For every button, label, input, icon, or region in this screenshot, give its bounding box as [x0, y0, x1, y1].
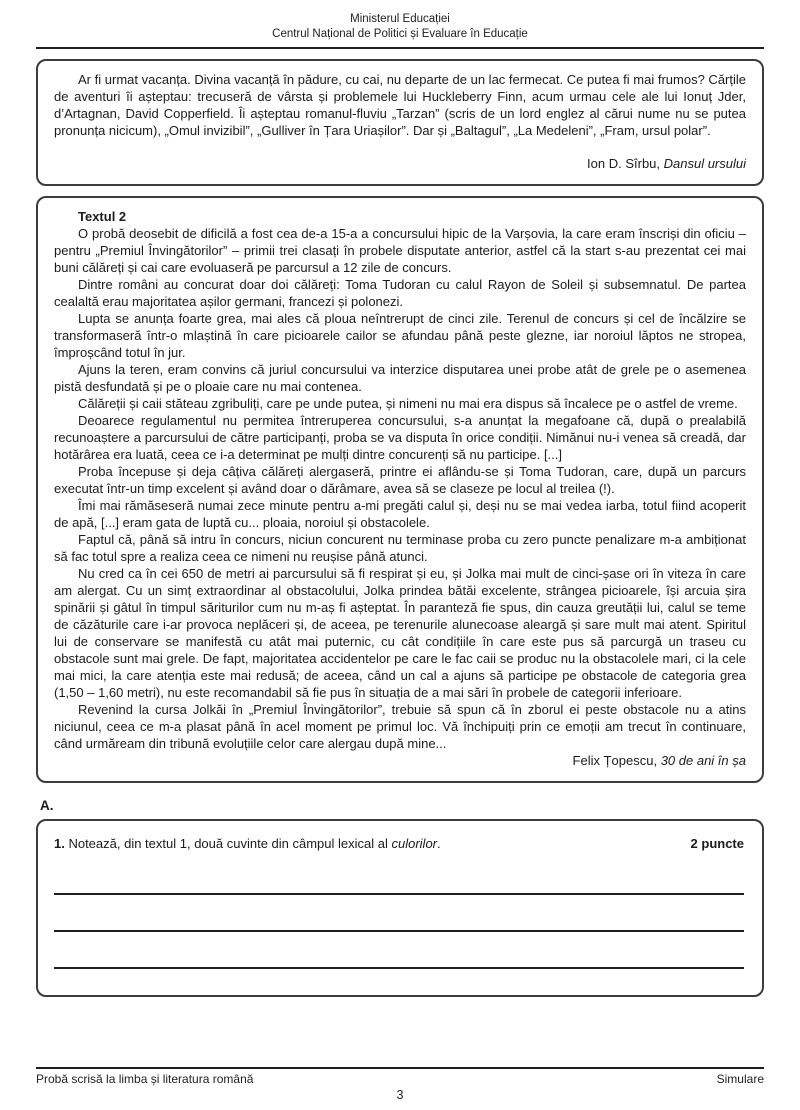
- footer-row: [36, 1069, 764, 1086]
- question1-row: [54, 835, 744, 852]
- question1-number: 1.: [54, 836, 65, 851]
- text2-author: Felix Țopescu,: [572, 753, 661, 768]
- text2-paragraph: Faptul că, până să intru în concurs, niciun concurent nu terminase proba cu zero puncte penalizare m-a ambiționat să fac totul spre a realiza ceea ce nimeni nu reușise până atunci.: [54, 532, 746, 564]
- text1-paragraph: Ar fi urmat vacanța. Divina vacanță în pădure, cu cai, nu departe de un lac fermecat. Ce putea fi mai frumos? Cărțile de aventuri îi așteptau: trecuseră de vârsta și problemele lui Huckleberry Finn, acum urmau cele ale lui Ionuț Jder, d’Artagnan, David Copperfield. Îi așteptau romanul-fluviu „Tarzan” (scris de un lord englez al cărui nume nu se putea pronunța nicicum), „Omul invizibil”, „Gulliver în Țara Uriașilor”. Dar și „Baltagul”, „La Medeleni”, „Fram, ursul polar”.: [54, 72, 746, 138]
- text1-box: [36, 59, 764, 186]
- answer-line: [54, 895, 744, 932]
- question1-italic-term: culorilor: [391, 836, 437, 851]
- text2-paragraph: Ajuns la teren, eram convins că juriul concursului va interzice disputarea unei probe atât de grele pe o asemenea pistă desfundată și pe o ploaie care nu mai contenea.: [54, 362, 746, 394]
- text1-work-title: Dansul ursului: [663, 156, 746, 171]
- document-footer: [36, 1067, 764, 1102]
- answer-line: [54, 858, 744, 895]
- question1-text: [54, 835, 667, 852]
- text2-heading: Textul 2: [78, 209, 127, 224]
- text2-box: [36, 196, 764, 783]
- question1-period: .: [437, 836, 441, 851]
- text2-paragraph: Dintre români au concurat doar doi călăreți: Toma Tudoran cu calul Rayon de Soleil și subsemnatul. De partea cealaltă erau majoritatea așilor germani, francezi și polonezi.: [54, 277, 746, 309]
- question1-prompt: Notează, din textul 1, două cuvinte din câmpul lexical al: [64, 836, 392, 851]
- text2-paragraph: Deoarece regulamentul nu permitea întreruperea concursului, s-a anunțat la megafoane că, după o prealabilă recunoaștere a parcursului de către participanți, proba se va disputa în orice condiții. Nimănui nu-i venea să creadă, dar hotărârea era luată, ceea ce i-a determinat pe mulți dintre concurenți să nu participe. [...]: [54, 413, 746, 462]
- text2-paragraph: Proba începuse și deja câțiva călăreți alergaseră, printre ei aflându-se și Toma Tudoran, care, după un parcurs executat într-un timp excelent și având doar o dărâmare, avea să se claseze pe locul al treilea (!).: [54, 464, 746, 496]
- answer-line: [54, 932, 744, 969]
- text2-work-title: 30 de ani în șa: [660, 753, 746, 768]
- section-a-label: A.: [40, 798, 54, 813]
- header-divider: [36, 47, 764, 49]
- document-header: [0, 0, 800, 42]
- text2-paragraph: Nu cred ca în cei 650 de metri ai parcursului să fi respirat și eu, și Jolka mai mult de cinci-șase ori în viteza în care am alergat. Cu un simț extraordinar al obstacolului, Jolka prindea bătăi excelente, strângea picioarele, își arcuia șira spinării și gâtul în timpul săriturilor cum nu m-aș fi așteptat. În paranteză fie spus, din cauza greutății lui, calul se teme de căzăturile care i-ar provoca neplăceri și, de aceea, pe terenurile alunecoase aleargă și sare mult mai atent. Spiritul lui de conservare se manifestă cu atât mai puternic, cu cât condițiile în care este pus să parcurgă un traseu cu obstacole sunt mai grele. De fapt, majoritatea accidentelor pe care le fac caii se produc nu la obstacolele mari, ci la cele mai mici, la care atenția este mai redusă; de aceea, când un cal a ajuns să participe pe obstacole de categoria grea (1,50 – 1,60 metri), nu este recomandabil să fie pus în situația de a mai sări în probele de categorii inferioare.: [54, 566, 746, 700]
- text2-paragraph: Revenind la cursa Jolkăi în „Premiul Învingătorilor”, trebuie să spun că în zborul ei peste obstacole nu a atins niciunul, ceea ce m-a plasat până în acel moment pe primul loc. Vă închipuiți prin ce emoții am trecut în continuare, când urmăream din tribună evoluțiile celor care alergau după mine...: [54, 702, 746, 751]
- page-number: 3: [396, 1088, 404, 1102]
- text2-attribution: [54, 752, 746, 769]
- national-center-title: Centrul Național de Politici și Evaluare în Educație: [272, 28, 528, 40]
- text2-paragraph: Călăreții și caii stăteau zgribuliți, care pe unde putea, și nimeni nu mai era dispus să încalece pe o astfel de vreme.: [78, 396, 738, 411]
- question1-points-badge: 2 puncte: [690, 836, 744, 851]
- footer-exam-name: Probă scrisă la limba și literatura română: [36, 1072, 254, 1086]
- question1-answer-area: [54, 858, 744, 969]
- question1-box: [36, 819, 764, 997]
- ministry-title: Ministerul Educației: [350, 13, 450, 25]
- text2-paragraph: Lupta se anunța foarte grea, mai ales că ploua neîntrerupt de cinci zile. Terenul de concurs și cel de încălzire se transformaseră într-o mlaștină în care picioarele cailor se afundau până peste glezne, iar noroiul lăptos ne stropea, împroșcând totul în jur.: [54, 311, 746, 360]
- text2-paragraph: O probă deosebit de dificilă a fost cea de-a 15-a a concursului hipic de la Varșovia, la care eram înscriși din oficiu – pentru „Premiul Învingătorilor” – primii trei clasați în probele disputate anterior, astfel că la start s-au prezentat cei mai buni călăreți și cai care evoluaseră pe parcursul a 12 zile de concurs.: [54, 226, 746, 275]
- footer-session-label: Simulare: [716, 1072, 764, 1086]
- text1-author: Ion D. Sîrbu,: [587, 156, 664, 171]
- text1-attribution: [54, 155, 746, 172]
- text2-paragraph: Îmi mai rămăseseră numai zece minute pentru a-mi pregăti calul și, deși nu se mai vedea iarba, totul fiind acoperit de apă, [...] eram gata de luptă cu... ploaia, noroiul și obstacolele.: [54, 498, 746, 530]
